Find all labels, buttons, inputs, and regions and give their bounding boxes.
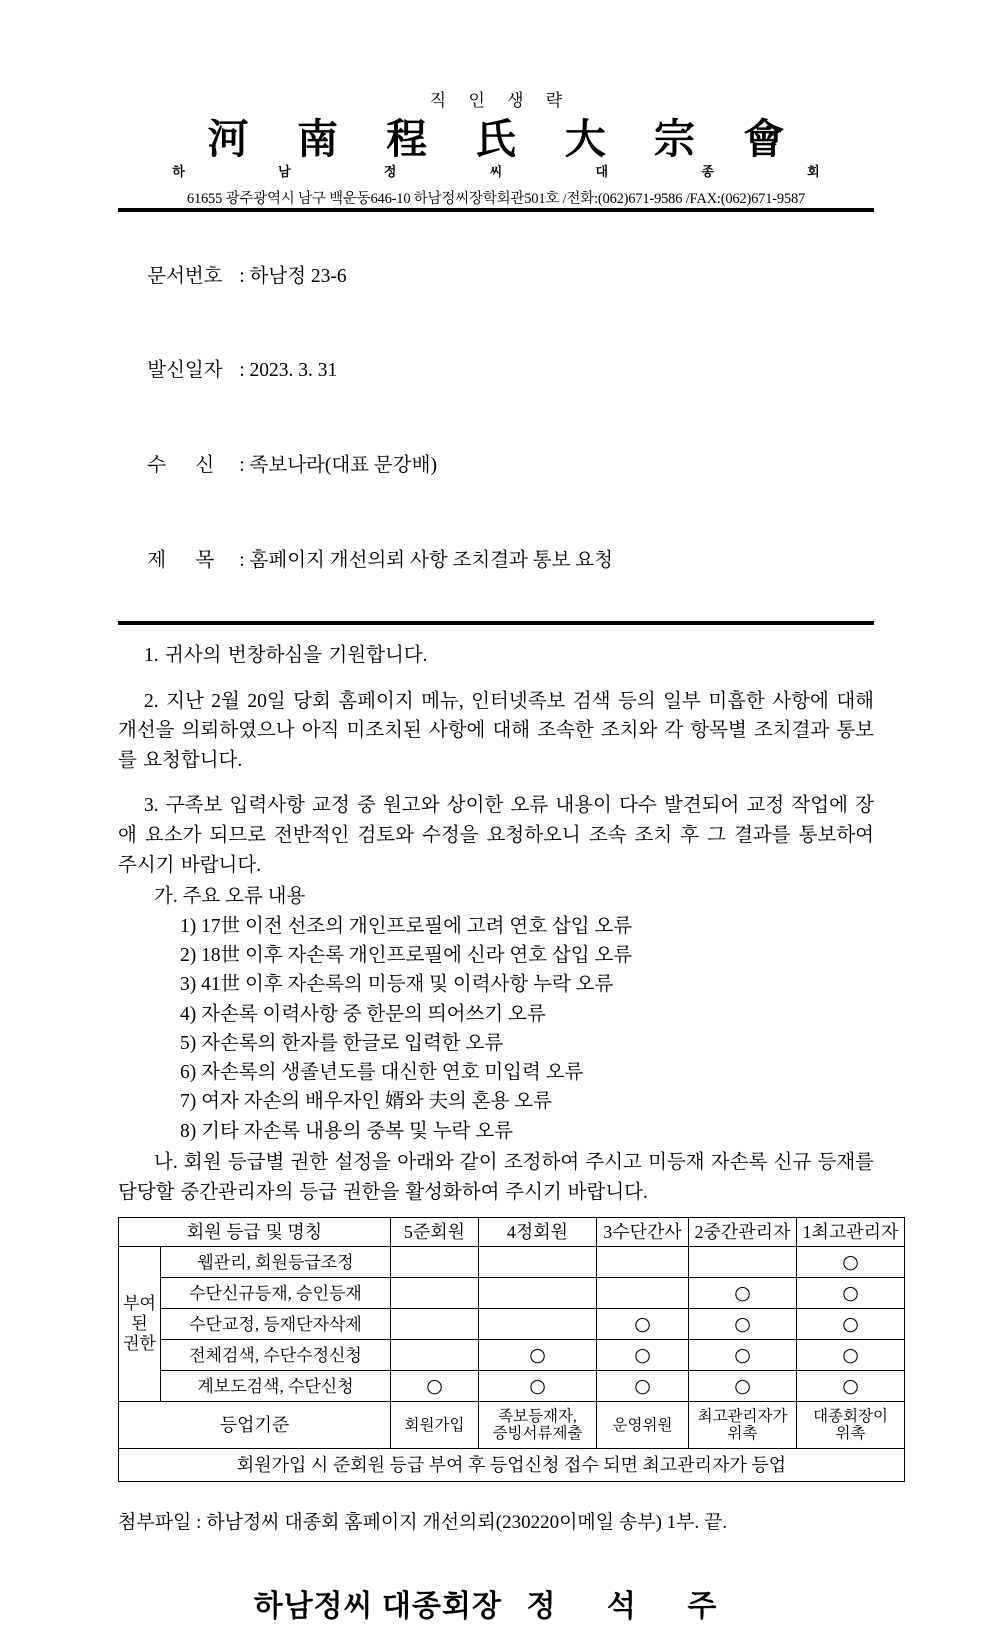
doc-number-label: 문서번호	[147, 265, 223, 287]
criteria-label: 등업기준	[119, 1402, 391, 1449]
list-item: 7) 여자 자손의 배우자인 婿와 夫의 혼용 오류	[180, 1091, 552, 1113]
organization-title-hangul: 하 남 정 씨 대 종 회	[172, 164, 865, 179]
permission-group-label-line1: 부여된	[123, 1293, 156, 1333]
list-item: 3) 41世 이후 자손록의 미등재 및 이력사항 누락 오류	[180, 974, 614, 996]
permission-name: 웹관리, 회원등급조정	[161, 1247, 391, 1278]
date-value: : 2023. 3. 31	[239, 360, 338, 382]
subject-label: 제 목	[147, 549, 215, 571]
permission-mark	[391, 1309, 479, 1340]
seal-omitted-note: 직 인 생 략	[429, 91, 572, 110]
criteria-line: 위촉	[727, 1425, 758, 1443]
permission-mark: ○	[689, 1309, 797, 1340]
signature-name: 정 석 주	[526, 1590, 739, 1624]
permission-mark	[391, 1278, 479, 1309]
permission-mark: ○	[689, 1278, 797, 1309]
list-item: 1) 17世 이전 선조의 개인프로필에 고려 연호 삽입 오류	[180, 915, 633, 937]
list-item: 4) 자손록 이력사항 중 한문의 띄어쓰기 오류	[180, 1003, 546, 1025]
permission-mark: ○	[479, 1371, 597, 1402]
table-header-cell: 2중간관리자	[689, 1218, 797, 1247]
permission-mark: ○	[479, 1340, 597, 1371]
criteria-line: 운영위원	[612, 1416, 673, 1434]
permission-mark	[391, 1340, 479, 1371]
permission-mark: ○	[689, 1371, 797, 1402]
criteria-cell	[689, 1402, 797, 1449]
paragraph-1: 1. 귀사의 번창하심을 기원합니다.	[144, 644, 428, 666]
permission-mark: ○	[797, 1278, 905, 1309]
subject-value: : 홈페이지 개선의뢰 사항 조치결과 통보 요청	[239, 549, 613, 571]
table-row	[119, 1278, 905, 1309]
recipient-value: : 족보나라(대표 문강배)	[239, 455, 437, 477]
criteria-cell	[597, 1402, 689, 1449]
table-note: 회원가입 시 준회원 등급 부여 후 등업신청 접수 되면 최고관리자가 등업	[119, 1449, 905, 1482]
criteria-line: 족보등재자,	[498, 1407, 577, 1425]
organization-address: 61655 광주광역시 남구 백운동646-10 하남정씨장학회관501호 /전화:(062)671-9586 /FAX:(062)671-9587	[186, 191, 806, 207]
criteria-line: 회원가입	[404, 1416, 465, 1434]
criteria-line: 대종회장이	[813, 1407, 888, 1425]
document-body	[118, 641, 899, 1630]
table-header-cell: 5준회원	[391, 1218, 479, 1247]
paragraph-2: 2. 지난 2월 20일 당회 홈페이지 메뉴, 인터넷족보 검색 등의 일부 미흡한 사항에 대해 개선을 의뢰하였으나 아직 미조치된 사항에 대해 조속한 조치와 각 항목별 조치결과 통보를 요청합니다.	[118, 690, 874, 771]
date-label: 발신일자	[147, 360, 223, 382]
meta-divider	[118, 621, 874, 625]
table-row-criteria	[119, 1402, 905, 1449]
criteria-line: 증빙서류제출	[492, 1425, 583, 1443]
organization-title-hanja: 河 南 程 氏 大 宗 會	[207, 115, 802, 163]
list-item: 6) 자손록의 생졸년도를 대신한 연호 미입력 오류	[180, 1062, 584, 1084]
doc-number-value: : 하남정 23-6	[239, 265, 347, 287]
permission-mark: ○	[597, 1340, 689, 1371]
permission-mark	[479, 1278, 597, 1309]
permission-group-label-line2: 권한	[123, 1334, 156, 1354]
document-meta	[118, 229, 874, 608]
meta-row-doc-number	[118, 229, 874, 324]
meta-row-subject	[118, 513, 874, 608]
criteria-line: 위촉	[835, 1425, 866, 1443]
table-row-note	[119, 1449, 905, 1482]
permission-mark: ○	[797, 1371, 905, 1402]
permission-mark: ○	[797, 1309, 905, 1340]
member-grade-permission-table	[118, 1217, 905, 1482]
permission-name: 전체검색, 수단수정신청	[161, 1340, 391, 1371]
permission-mark	[479, 1247, 597, 1278]
table-header-cell: 회원 등급 및 명칭	[119, 1218, 391, 1247]
permission-name: 수단교정, 등재단자삭제	[161, 1309, 391, 1340]
header-divider	[118, 208, 874, 212]
list-item: 8) 기타 자손록 내용의 중복 및 누락 오류	[180, 1120, 513, 1142]
permission-name: 계보도검색, 수단신청	[161, 1371, 391, 1402]
recipient-label: 수 신	[147, 455, 215, 477]
table-row	[119, 1247, 905, 1278]
criteria-cell	[391, 1402, 479, 1449]
attachment-line: 첨부파일 : 하남정씨 대종회 홈페이지 개선의뢰(230220이메일 송부) 1부. 끝.	[118, 1512, 728, 1534]
meta-row-recipient	[118, 418, 874, 513]
table-row	[119, 1371, 905, 1402]
list-item: 2) 18世 이후 자손록 개인프로필에 신라 연호 삽입 오류	[180, 945, 633, 967]
error-item-list	[118, 912, 874, 1146]
table-header-row	[119, 1218, 905, 1247]
subsection-b-paragraph: 나. 회원 등급별 권한 설정을 아래와 같이 조정하여 주시고 미등재 자손록 신규 등재를 담당할 중간관리자의 등급 권한을 활성화하여 주시기 바랍니다.	[118, 1151, 874, 1203]
table-header-cell: 1최고관리자	[797, 1218, 905, 1247]
permission-mark	[597, 1247, 689, 1278]
table-header-cell: 3수단간사	[597, 1218, 689, 1247]
permission-name: 수단신규등재, 승인등재	[161, 1278, 391, 1309]
signature-title: 하남정씨 대종회장	[253, 1590, 502, 1624]
subsection-a-heading: 가. 주요 오류 내용	[154, 886, 306, 908]
signature-block	[118, 1584, 874, 1630]
table-header-cell: 4정회원	[479, 1218, 597, 1247]
permission-mark: ○	[797, 1247, 905, 1278]
table-row	[119, 1340, 905, 1371]
permission-mark: ○	[391, 1371, 479, 1402]
permission-group-label	[119, 1247, 161, 1402]
table-row	[119, 1309, 905, 1340]
permission-mark	[597, 1278, 689, 1309]
permission-mark: ○	[597, 1309, 689, 1340]
criteria-cell	[479, 1402, 597, 1449]
criteria-line: 최고관리자가	[697, 1407, 788, 1425]
permission-mark	[391, 1247, 479, 1278]
permission-mark: ○	[689, 1340, 797, 1371]
list-item: 5) 자손록의 한자를 한글로 입력한 오류	[180, 1032, 504, 1054]
permission-mark	[479, 1309, 597, 1340]
meta-row-date	[118, 324, 874, 419]
criteria-cell	[797, 1402, 905, 1449]
permission-mark	[689, 1247, 797, 1278]
permission-mark: ○	[797, 1340, 905, 1371]
permission-mark: ○	[597, 1371, 689, 1402]
paragraph-3: 3. 구족보 입력사항 교정 중 원고와 상이한 오류 내용이 다수 발견되어 교정 작업에 장애 요소가 되므로 전반적인 검토와 수정을 요청하오니 조속 조치 후 그 결과를 통보하여 주시기 바랍니다.	[118, 795, 874, 876]
